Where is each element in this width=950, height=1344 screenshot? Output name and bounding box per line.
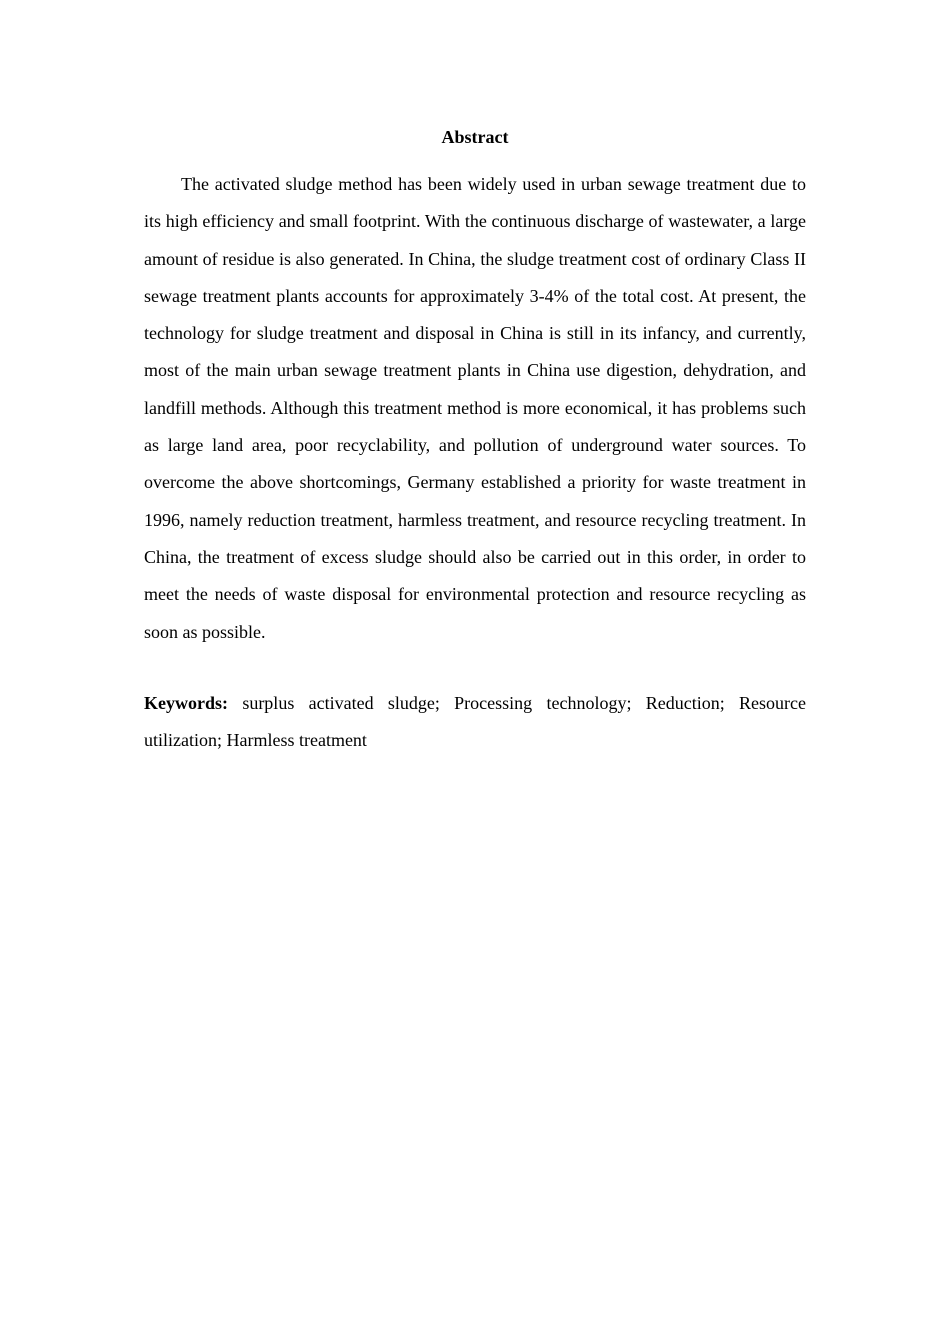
keywords-text: surplus activated sludge; Processing technology; Reduction; Resource utilization; Harmless treatment xyxy=(144,692,807,751)
abstract-section xyxy=(144,122,806,759)
keywords-label: Keywords: xyxy=(144,692,228,713)
abstract-title: Abstract xyxy=(441,127,509,147)
keywords-paragraph xyxy=(144,685,806,760)
abstract-body: The activated sludge method has been widely used in urban sewage treatment due to its high efficiency and small footprint. With the continuous discharge of wastewater, a large amount of residue is also generated. In China, the sludge treatment cost of ordinary Class II sewage treatment plants accounts for approximately 3-4% of the total cost. At present, the technology for sludge treatment and disposal in China is still in its infancy, and currently, most of the main urban sewage treatment plants in China use digestion, dehydration, and landfill methods. Although this treatment method is more economical, it has problems such as large land area, poor recyclability, and pollution of underground water sources. To overcome the above shortcomings, Germany established a priority for waste treatment in 1996, namely reduction treatment, harmless treatment, and resource recycling treatment. In China, the treatment of excess sludge should also be carried out in this order, in order to meet the needs of waste disposal for environmental protection and resource recycling as soon as possible. xyxy=(144,174,806,642)
